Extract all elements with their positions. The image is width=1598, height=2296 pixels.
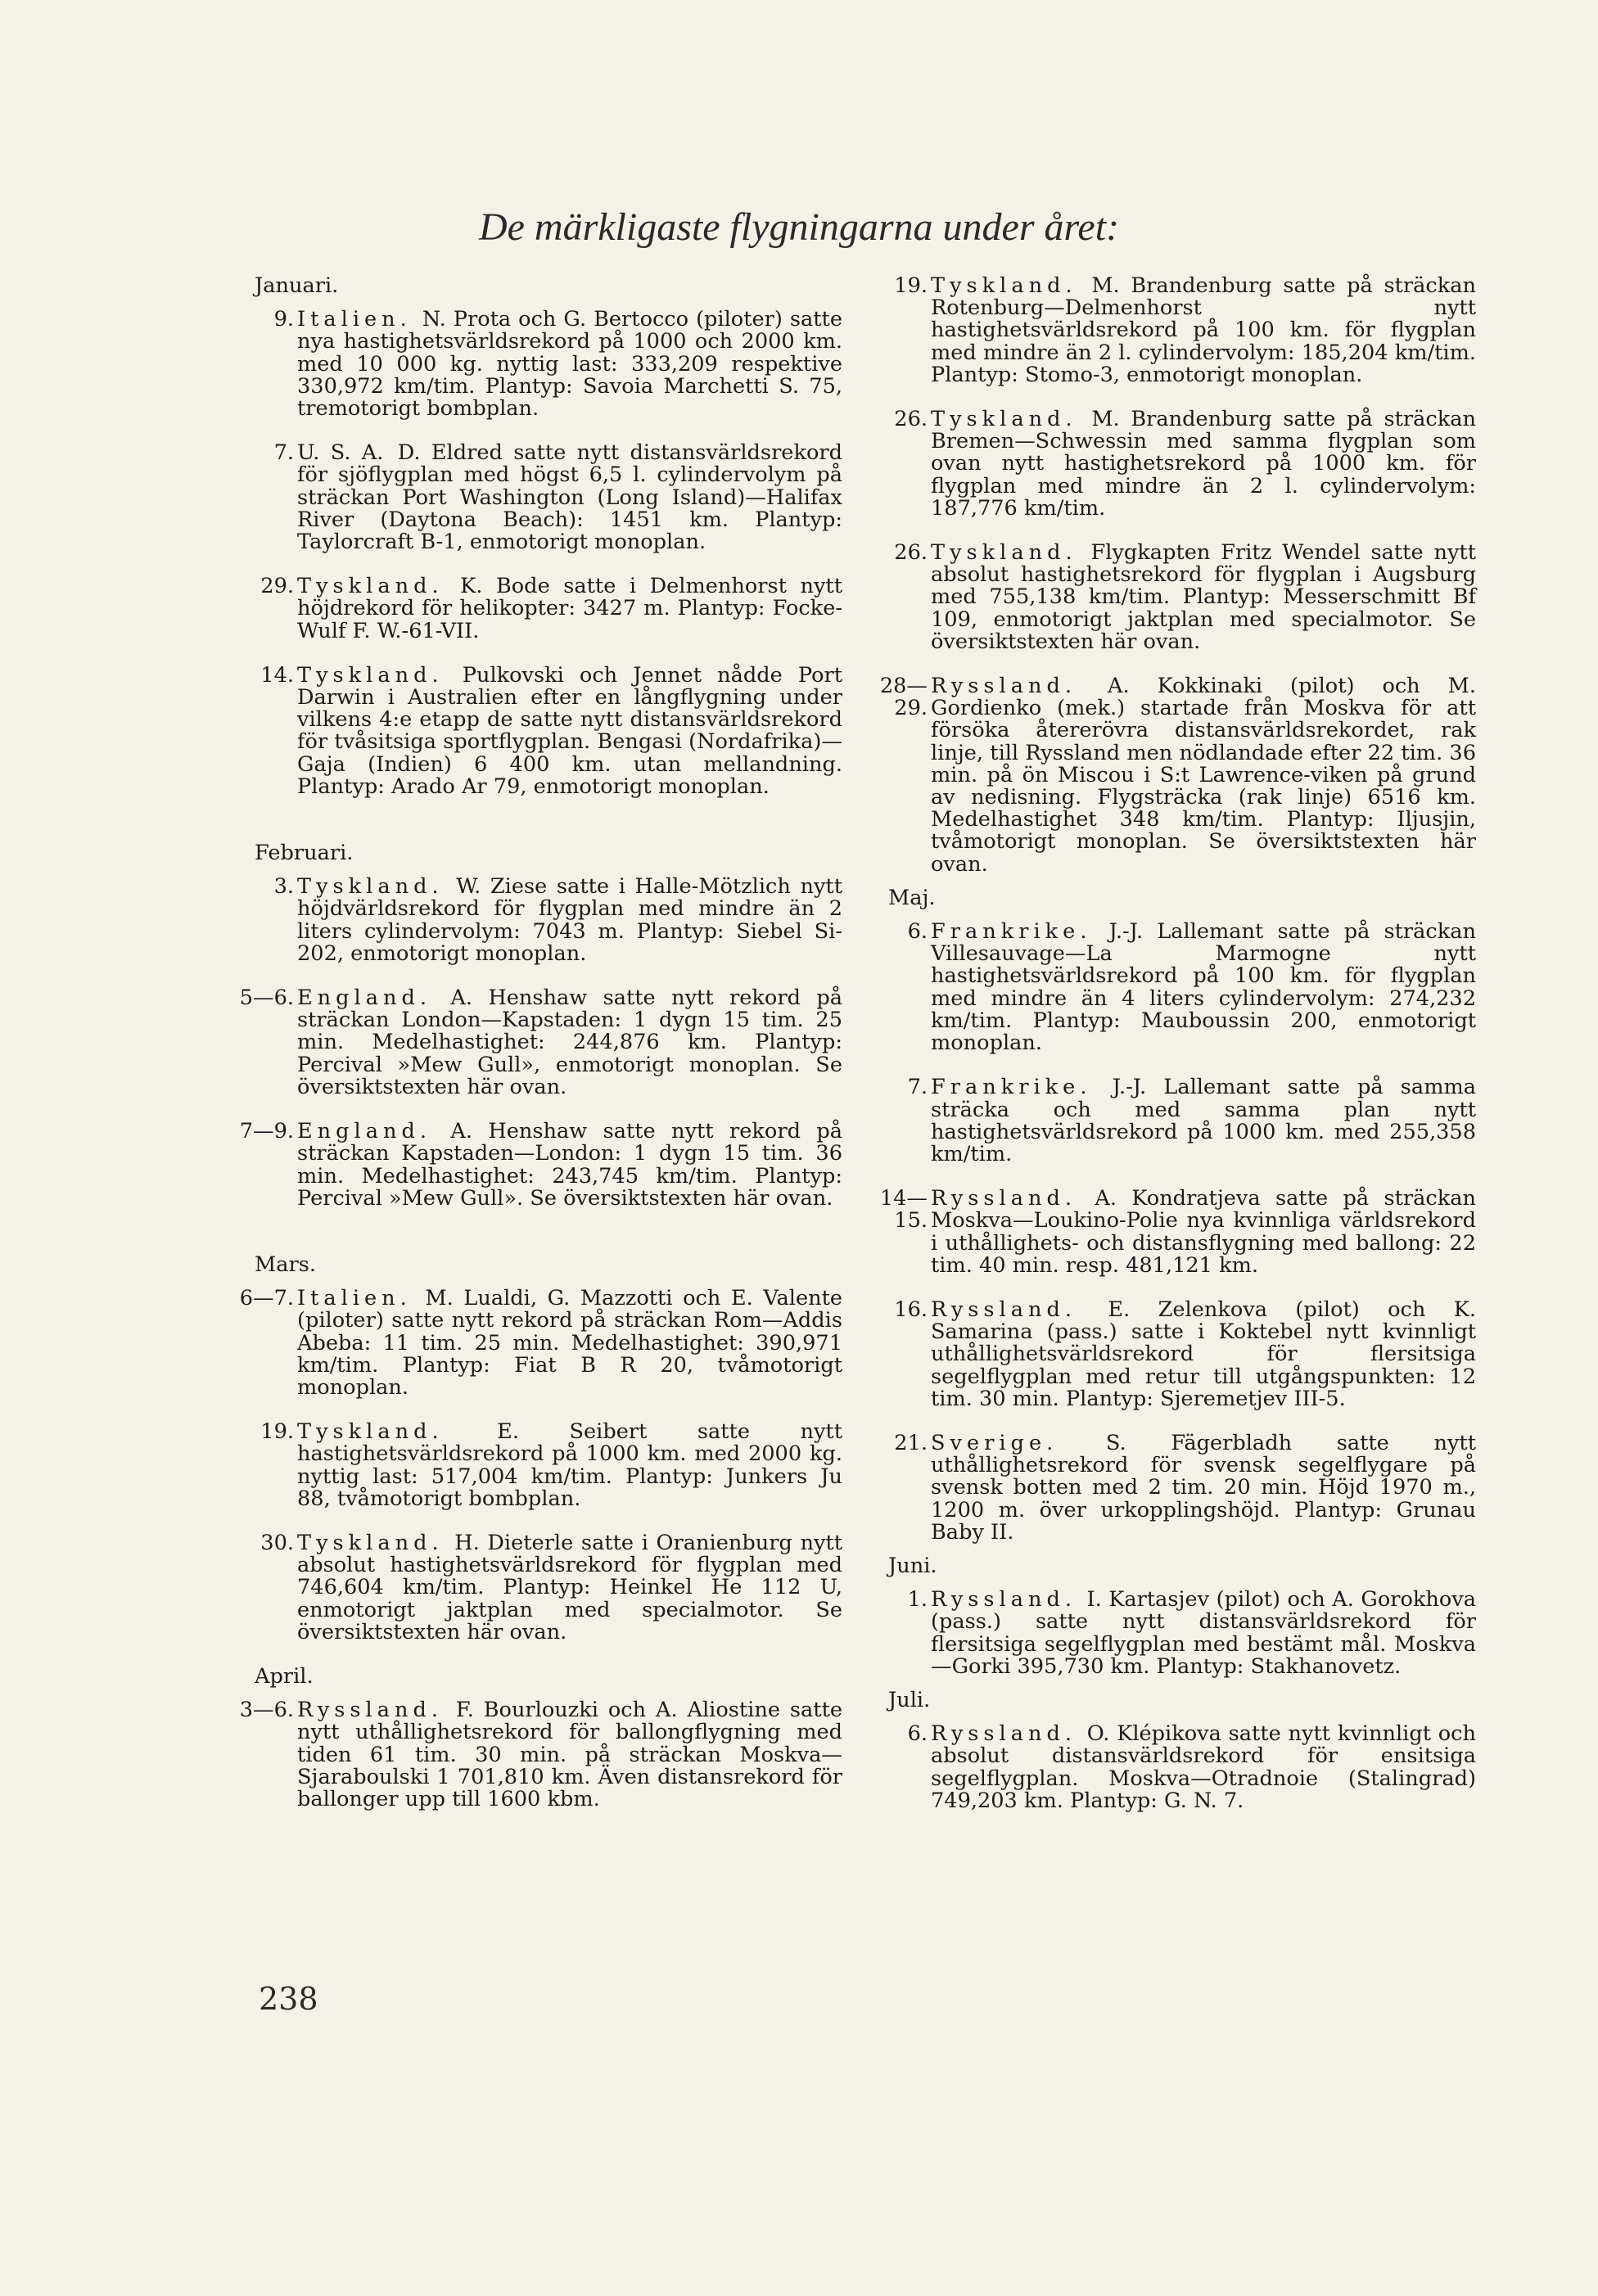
record-entry xyxy=(888,1432,1476,1544)
record-entry xyxy=(879,674,1476,877)
entry-date: 7. xyxy=(273,440,294,466)
record-entry xyxy=(888,921,1476,1054)
entry-date: 1. xyxy=(907,1587,928,1613)
entry-country: Tyskland. xyxy=(297,662,444,688)
entry-text: H. Dieterle satte i Oranienburg nytt absolut hastighetsvärldsrekord för flygplan med 746,604 km/tim. Plantyp: Heinkel He 112 U, enmotorigt jaktplan med specialmotor. Se översiktstexten här ovan. xyxy=(297,1530,842,1644)
entry-country: England. xyxy=(297,986,431,1011)
record-entry xyxy=(888,275,1476,386)
entry-country: Italien. xyxy=(297,1286,412,1311)
record-entry xyxy=(255,1532,842,1644)
month-heading: Juli. xyxy=(888,1687,931,1712)
record-entry xyxy=(239,986,842,1099)
record-entry xyxy=(255,575,842,643)
entry-date: 6. xyxy=(907,919,928,945)
entry-country: Ryssland. xyxy=(297,1698,443,1723)
entry-date: 21. xyxy=(894,1430,928,1455)
record-entry xyxy=(239,1119,842,1211)
record-entry xyxy=(888,1076,1476,1166)
entry-text: K. Bode satte i Delmenhorst nytt höjdrekord för helikopter: 3427 m. Plantyp: Focke-Wulf F. W.-61-VII. xyxy=(297,574,842,643)
record-entry xyxy=(888,542,1476,653)
entry-text: J.-J. Lallemant satte på samma sträcka och med samma plan nytt hastighetsvärldsrekord på 1000 km. med 255,358 km/tim. xyxy=(931,1075,1476,1166)
entry-country: England. xyxy=(297,1119,431,1144)
entry-text: M. Lualdi, G. Mazzotti och E. Valente (piloter) satte nytt rekord på sträckan Rom—Addis Abeba: 11 tim. 25 min. Medelhastighet: 390,971 km/tim. Plantyp: Fiat B R 20, tvåmotorigt monoplan. xyxy=(297,1286,843,1400)
entry-date: 16. xyxy=(894,1297,928,1322)
entry-country: Tyskland. xyxy=(297,874,444,900)
entry-text: E. Zelenkova (pilot) och K. Samarina (pass.) satte i Koktebel nytt kvinnligt uthållighetsvärldsrekord för flersitsiga segelflygplan med retur till utgångspunkten: 12 tim. 30 min. Plantyp: Sjeremetjev III-5. xyxy=(931,1297,1476,1411)
entry-date: 19. xyxy=(260,1419,294,1445)
record-entry xyxy=(255,442,842,553)
entry-country: Ryssland. xyxy=(931,1587,1077,1613)
entry-date: 26. xyxy=(894,540,928,566)
page-number: 238 xyxy=(259,1981,318,2017)
entry-date: 6—7. xyxy=(239,1286,294,1311)
entry-country: Tyskland. xyxy=(297,1530,444,1555)
entry-text: A. Henshaw satte nytt rekord på sträckan Kapstaden—London: 1 dygn 15 tim. 36 min. Medelhastighet: 243,745 km/tim. Plantyp: Percival »Mew Gull». Se översiktstexten här ovan. xyxy=(297,1119,842,1211)
right-column xyxy=(879,273,1477,1834)
entry-date: 3—6. xyxy=(239,1698,294,1723)
entry-text: M. Brandenburg satte på sträckan Rotenburg—Delmenhorst nytt hastighetsvärldsrekord på 100 km. för flygplan med mindre än 2 l. cylindervolym: 185,204 km/tim. Plantyp: Stomo-3, enmotorigt monoplan. xyxy=(931,273,1476,387)
entry-date: 19. xyxy=(894,273,928,298)
entry-date: 26. xyxy=(894,407,928,432)
entry-text: I. Kartasjev (pilot) och A. Gorokhova (pass.) satte nytt distansvärldsrekord för flersitsiga segelflygplan med bestämt mål. Moskva—Gorki 395,730 km. Plantyp: Stakhanovetz. xyxy=(931,1587,1476,1679)
entry-text: N. Prota och G. Bertocco (piloter) satte nya hastighetsvärldsrekord på 1000 och 2000 km. med 10 000 kg. nyttig last: 333,209 respektive 330,972 km/tim. Plantyp: Savoia Marchetti S. 75, tremotorigt bombplan. xyxy=(297,307,842,422)
record-entry xyxy=(255,662,843,799)
month-heading: Mars. xyxy=(255,1252,316,1277)
entry-date: 3. xyxy=(273,874,294,900)
entry-country: Ryssland. xyxy=(931,1186,1077,1211)
record-entry xyxy=(255,309,842,420)
entry-date: 5—6. xyxy=(239,986,294,1011)
entry-country: Ryssland. xyxy=(931,674,1077,699)
record-entry xyxy=(239,1286,843,1400)
entry-text: M. Brandenburg satte på sträckan Bremen—Schwessin med samma flygplan som ovan nytt hastighetsrekord på 1000 km. för flygplan med mindre än 2 l. cylindervolym: 187,776 km/tim. xyxy=(931,407,1476,521)
entry-text: Flygkapten Fritz Wendel satte nytt absolut hastighetsrekord för flygplan i Augsburg med 755,138 km/tim. Plantyp: Messerschmitt Bf 109, enmotorigt jaktplan med specialmotor. Se översiktstexten här ovan. xyxy=(931,540,1477,654)
entry-text: W. Ziese satte i Halle-Mötzlich nytt höjdvärldsrekord för flygplan med mindre än 2 liters cylindervolym: 7043 m. Plantyp: Siebel Si-202, enmotorigt monoplan. xyxy=(297,874,842,966)
entry-date: 14. xyxy=(260,662,294,688)
entry-country: Tyskland. xyxy=(297,1419,444,1445)
entry-text: S. Fägerbladh satte nytt uthållighetsrekord för svensk segelflygare på svensk botten med 2 tim. 20 min. Höjd 1970 m., 1200 m. över urkopplingshöjd. Plantyp: Grunau Baby II. xyxy=(931,1430,1476,1545)
entry-text: D. Eldred satte nytt distansvärldsrekord för sjöflygplan med högst 6,5 l. cylindervolym på sträckan Port Washington (Long Island)—Halifax River (Daytona Beach): 1451 km. Plantyp: Taylorcraft B-1, enmotorigt monoplan. xyxy=(297,440,842,555)
record-entry xyxy=(255,876,842,965)
page-title: De märkligaste flygningarna under året: xyxy=(478,205,1120,249)
entry-country: Frankrike. xyxy=(931,919,1092,945)
entry-text: E. Seibert satte nytt hastighetsvärldsrekord på 1000 km. med 2000 kg. nyttig last: 517,004 km/tim. Plantyp: Junkers Ju 88, tvåmotorigt bombplan. xyxy=(297,1419,843,1511)
entry-date: 28—29. xyxy=(879,674,928,721)
entry-date: 14—15. xyxy=(879,1186,928,1234)
record-entry xyxy=(879,1186,1476,1278)
record-entry xyxy=(255,1421,842,1510)
entry-date: 30. xyxy=(260,1530,294,1555)
month-heading: Februari. xyxy=(255,841,354,866)
entry-date: 6. xyxy=(907,1721,928,1747)
entry-date: 9. xyxy=(273,307,294,332)
record-entry xyxy=(239,1698,843,1811)
entry-text: J.-J. Lallemant satte på sträckan Villesauvage—La Marmogne nytt hastighetsvärldsrekord på 100 km. för flygplan med mindre än 4 liters cylindervolym: 274,232 km/tim. Plantyp: Mauboussin 200, enmotorigt monoplan. xyxy=(931,919,1476,1056)
entry-text: F. Bourlouzki och A. Aliostine satte nytt uthållighetsrekord för ballongflygning med tiden 61 tim. 30 min. på sträckan Moskva—Sjaraboulski 1 701,810 km. Även distansrekord för ballonger upp till 1600 kbm. xyxy=(297,1698,843,1811)
entry-country: Sverige. xyxy=(931,1430,1059,1455)
entry-country: Tyskland. xyxy=(931,407,1077,432)
month-heading: Maj. xyxy=(888,885,936,910)
month-heading: April. xyxy=(255,1663,314,1689)
entry-country: Ryssland. xyxy=(931,1297,1077,1322)
record-entry xyxy=(888,408,1476,520)
record-entry xyxy=(888,1299,1476,1410)
entry-country: Tyskland. xyxy=(297,574,444,599)
entry-country: Tyskland. xyxy=(931,540,1077,566)
month-heading: Januari. xyxy=(255,273,339,298)
record-entry xyxy=(888,1723,1476,1812)
entry-date: 29. xyxy=(260,574,294,599)
entry-text: A. Kokkinaki (pilot) och M. Gordienko (mek.) startade från Moskva för att försöka återerövra distansvärldsrekordet, rak linje, till Ryssland men nödlandade efter 22 tim. 36 min. på ön Miscou i S:t Lawrence-viken på grund av nedisning. Flygsträcka (rak linje) 6516 km. Medelhastighet 348 km/tim. Plantyp: Iljusjin, tvåmotorigt monoplan. Se översiktstexten här ovan. xyxy=(931,674,1476,877)
record-entry xyxy=(888,1589,1476,1678)
entry-country: Tyskland. xyxy=(931,273,1077,298)
entry-date: 7—9. xyxy=(239,1119,294,1144)
month-heading: Juni. xyxy=(888,1553,937,1578)
entry-country: Ryssland. xyxy=(931,1721,1077,1747)
entry-country: U. S. A. xyxy=(297,440,384,466)
entry-text: A. Henshaw satte nytt rekord på sträckan London—Kapstaden: 1 dygn 15 tim. 25 min. Medelhastighet: 244,876 km. Plantyp: Percival »Mew Gull», enmotorigt monoplan. Se översiktstexten här ovan. xyxy=(297,986,842,1099)
entry-text: O. Klépikova satte nytt kvinnligt och absolut distansvärldsrekord för ensitsiga segelflygplan. Moskva—Otradnoie (Stalingrad) 749,203 km. Plantyp: G. N. 7. xyxy=(931,1721,1476,1813)
entry-text: Pulkovski och Jennet nådde Port Darwin i Australien efter en långflygning under vilkens 4:e etapp de satte nytt distansvärldsrekord för tvåsitsiga sportflygplan. Bengasi (Nordafrika)—Gaja (Indien) 6 400 km. utan mellandning. Plantyp: Arado Ar 79, enmotorigt monoplan. xyxy=(297,662,843,799)
entry-country: Frankrike. xyxy=(931,1075,1092,1100)
left-column xyxy=(239,273,843,1833)
entry-date: 7. xyxy=(907,1075,928,1100)
entry-text: A. Kondratjeva satte på sträckan Moskva—Loukino-Polie nya kvinnliga världsrekord i uthållighets- och distansflygning med ballong: 22 tim. 40 min. resp. 481,121 km. xyxy=(931,1186,1476,1278)
entry-country: Italien. xyxy=(297,307,412,332)
